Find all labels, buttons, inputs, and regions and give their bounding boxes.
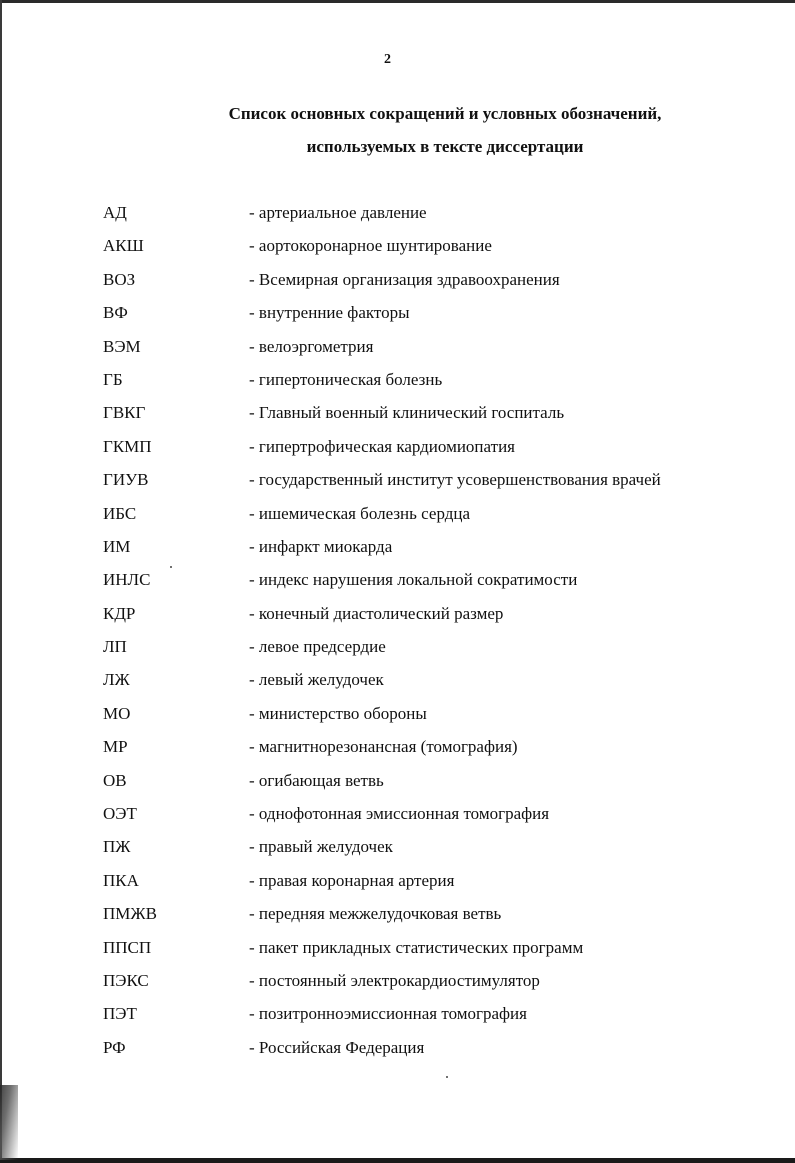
- abbreviation-definition: - Всемирная организация здравоохранения: [249, 269, 560, 289]
- abbreviation-definition: - артериальное давление: [249, 203, 427, 222]
- abbreviation-term: ПЖ: [103, 837, 131, 857]
- scan-speck: [446, 1076, 448, 1078]
- abbreviation-row: [103, 667, 743, 700]
- abbreviation-term: ИБС: [103, 503, 137, 523]
- abbreviation-row: [103, 300, 743, 333]
- abbreviation-definition: - Российская Федерация: [249, 1037, 425, 1057]
- abbreviation-definition: - гипертрофическая кардиомиопатия: [249, 436, 515, 456]
- abbreviation-definition: - огибающая ветвь: [249, 770, 384, 790]
- abbreviation-row: [103, 768, 743, 801]
- abbreviation-row: [103, 834, 743, 867]
- abbreviation-term: ОЭТ: [103, 804, 137, 824]
- abbreviation-term: ИМ: [103, 536, 131, 556]
- abbreviation-term: ПЭТ: [103, 1004, 137, 1024]
- abbreviation-term: ППСП: [103, 937, 152, 957]
- abbreviation-row: [103, 701, 743, 734]
- abbreviation-term: ГБ: [103, 369, 123, 389]
- abbreviation-term: МР: [103, 737, 128, 757]
- abbreviation-row: [103, 935, 743, 968]
- abbreviation-definition: - позитронноэмиссионная томография: [249, 1004, 527, 1024]
- abbreviation-definition: - однофотонная эмиссионная томография: [249, 804, 550, 824]
- abbreviation-row: [103, 601, 743, 634]
- abbreviation-row: [103, 968, 743, 1001]
- abbreviation-row: [103, 501, 743, 534]
- abbreviation-row: [103, 334, 743, 367]
- abbreviation-term: ПМЖВ: [103, 904, 157, 924]
- abbreviation-row: [103, 400, 743, 433]
- abbreviation-row: [103, 233, 743, 266]
- abbreviation-row: [103, 367, 743, 400]
- abbreviation-term: ГИУВ: [103, 470, 149, 490]
- abbreviation-row: [103, 901, 743, 934]
- abbreviation-definition: - магнитнорезонансная (томография): [249, 737, 518, 757]
- abbreviation-term: ИНЛС: [103, 570, 151, 590]
- abbreviation-row: [103, 267, 743, 300]
- abbreviation-row: [103, 1001, 743, 1034]
- abbreviation-definition: - левый желудочек: [249, 670, 384, 690]
- abbreviation-term: АД: [103, 203, 127, 222]
- abbreviation-row: [103, 200, 743, 233]
- abbreviation-definition: - Главный военный клинический госпиталь: [249, 403, 565, 423]
- abbreviation-row: [103, 734, 743, 767]
- abbreviation-term: ОВ: [103, 770, 127, 790]
- abbreviation-row: [103, 534, 743, 567]
- abbreviation-term: ПЭКС: [103, 970, 149, 990]
- abbreviation-definition: - конечный диастолический размер: [249, 603, 504, 623]
- abbreviation-definition: - ишемическая болезнь сердца: [249, 503, 471, 523]
- scan-border-bottom: [0, 1158, 795, 1163]
- abbreviation-definition: - правый желудочек: [249, 837, 393, 857]
- abbreviation-definition: - велоэргометрия: [249, 336, 374, 356]
- abbreviation-definition: - внутренние факторы: [249, 303, 410, 323]
- abbreviation-term: ЛП: [103, 637, 127, 657]
- abbreviation-row: [103, 1035, 743, 1068]
- page-number: 2: [384, 52, 391, 67]
- abbreviation-row: [103, 434, 743, 467]
- abbreviation-term: АКШ: [103, 236, 144, 256]
- abbreviation-definition: - индекс нарушения локальной сократимости: [249, 570, 578, 590]
- abbreviation-definition: - левое предсердие: [249, 637, 386, 657]
- abbreviation-term: МО: [103, 703, 131, 723]
- abbreviation-row: [103, 567, 743, 600]
- abbreviation-row: [103, 868, 743, 901]
- abbreviation-row: [103, 801, 743, 834]
- abbreviation-definition: - гипертоническая болезнь: [249, 369, 443, 389]
- abbreviation-term: ЛЖ: [103, 670, 130, 690]
- page-title-line-2: используемых в тексте диссертации: [306, 137, 584, 156]
- abbreviation-definition: - министерство обороны: [249, 703, 427, 723]
- abbreviation-definition: - пакет прикладных статистических программ: [249, 937, 584, 957]
- abbreviation-definition: - постоянный электрокардиостимулятор: [249, 970, 540, 990]
- page-title-line-1: Список основных сокращений и условных обозначений,: [228, 104, 662, 123]
- abbreviation-definition: - инфаркт миокарда: [249, 536, 393, 556]
- abbreviation-term: ВЭМ: [103, 336, 141, 356]
- abbreviation-list: [103, 200, 743, 1068]
- abbreviation-term: КДР: [103, 603, 136, 623]
- abbreviation-definition: - аортокоронарное шунтирование: [249, 236, 492, 256]
- abbreviation-definition: - государственный институт усовершенствования врачей: [249, 470, 661, 490]
- abbreviation-term: ГКМП: [103, 436, 152, 456]
- scan-artifact: [0, 1085, 18, 1160]
- abbreviation-definition: - передняя межжелудочковая ветвь: [249, 904, 502, 924]
- abbreviation-row: [103, 634, 743, 667]
- scan-border-top: [0, 0, 795, 3]
- abbreviation-term: ВОЗ: [103, 269, 136, 289]
- abbreviation-term: ГВКГ: [103, 403, 146, 423]
- abbreviation-row: [103, 467, 743, 500]
- abbreviation-term: ПКА: [103, 870, 139, 890]
- abbreviation-definition: - правая коронарная артерия: [249, 870, 455, 890]
- abbreviation-term: ВФ: [103, 303, 128, 323]
- scan-border-left: [0, 0, 2, 1163]
- abbreviation-term: РФ: [103, 1037, 126, 1057]
